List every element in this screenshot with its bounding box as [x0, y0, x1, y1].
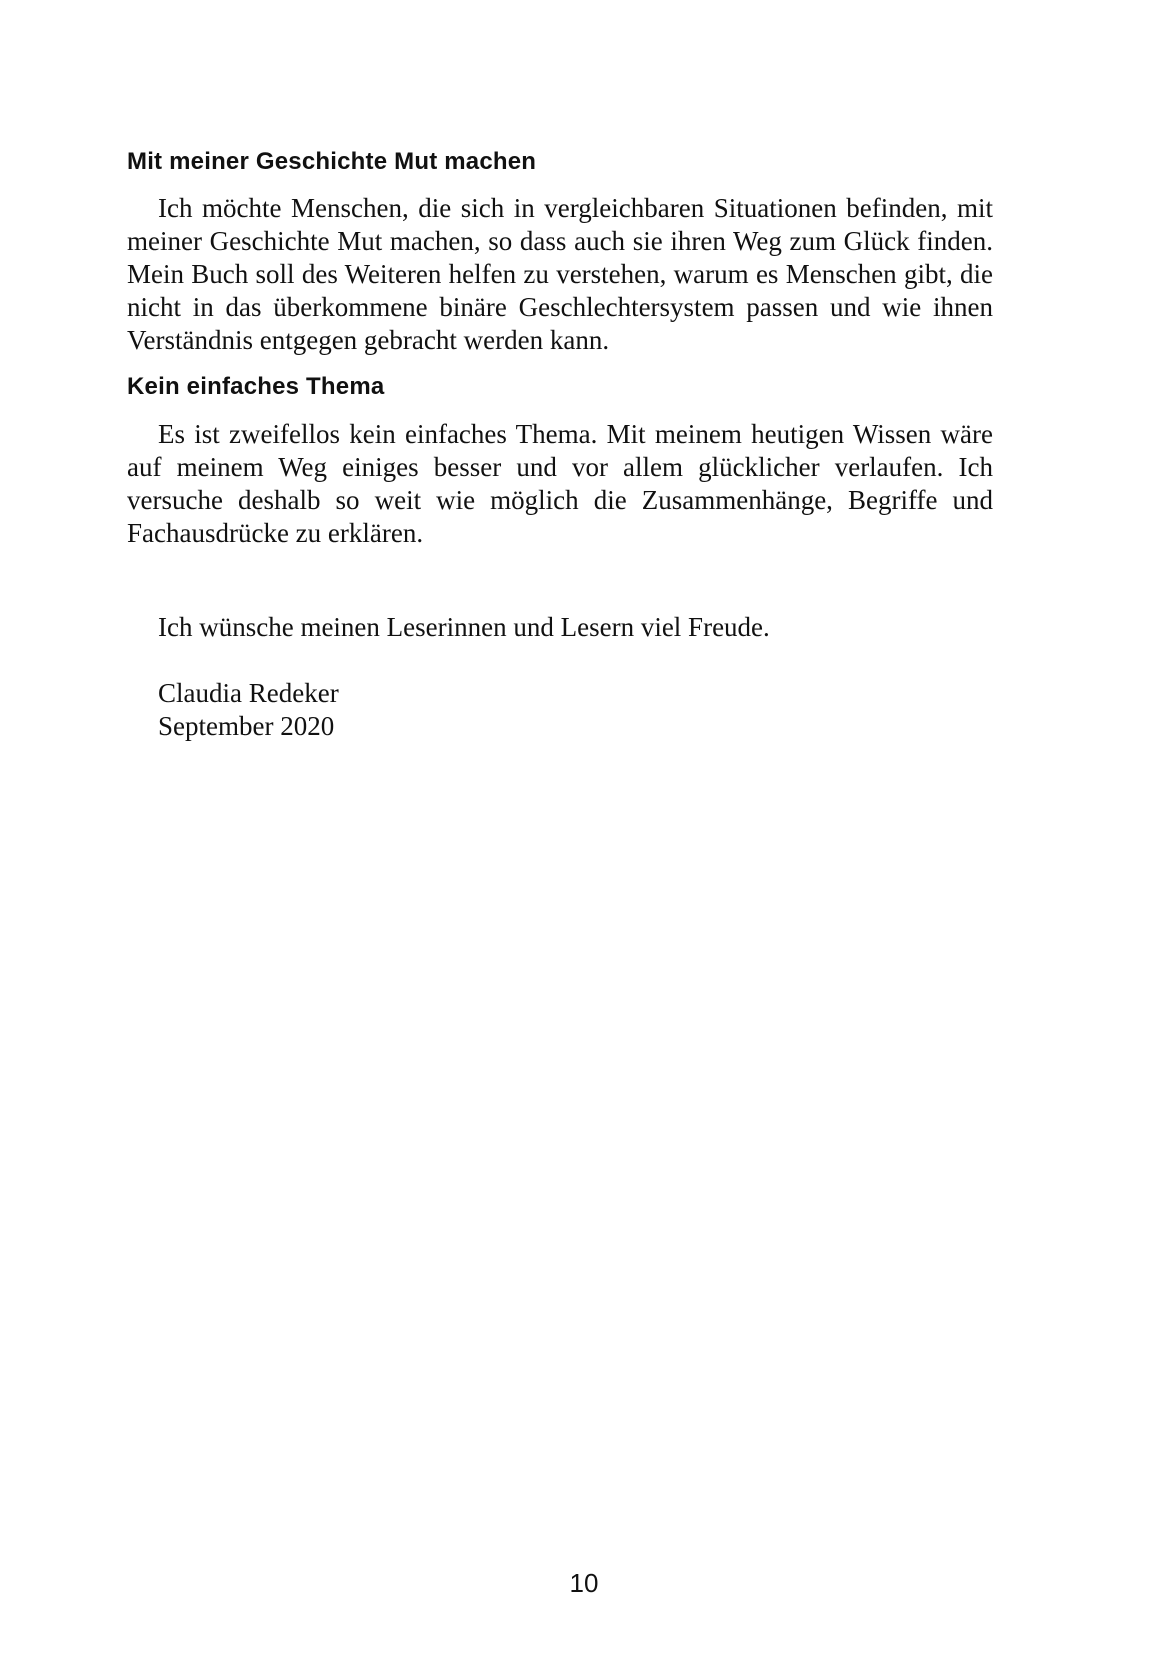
section-heading-mut-machen: Mit meiner Geschichte Mut machen — [127, 148, 537, 175]
page-number: 10 — [569, 1568, 599, 1598]
signature-date: September 2020 — [158, 711, 335, 741]
signature-block — [127, 677, 993, 743]
closing-wish: Ich wünsche meinen Leserinnen und Lesern viel Freude. — [158, 612, 770, 642]
section-paragraph-kein-einfaches-thema: Es ist zweifellos kein einfaches Thema. Mit meinem heutigen Wissen wäre auf meinem Weg einiges besser und vor allem glücklicher verlaufen. Ich versuche deshalb so weit wie möglich die Zusammenhänge, Begriffe und Fachausdrücke zu erklären. — [127, 419, 993, 548]
section-heading-kein-einfaches-thema: Kein einfaches Thema — [127, 373, 385, 400]
section-paragraph-mut-machen: Ich möchte Menschen, die sich in vergleichbaren Situationen befinden, mit meiner Geschichte Mut machen, so dass auch sie ihren Weg zum Glück finden. Mein Buch soll des Weiteren helfen zu verstehen, warum es Menschen gibt, die nicht in das überkommene binäre Geschlechtersystem passen und wie ihnen Verständnis entgegen gebracht werden kann. — [127, 193, 993, 355]
author-name: Claudia Redeker — [158, 678, 339, 708]
page-content — [127, 146, 993, 743]
